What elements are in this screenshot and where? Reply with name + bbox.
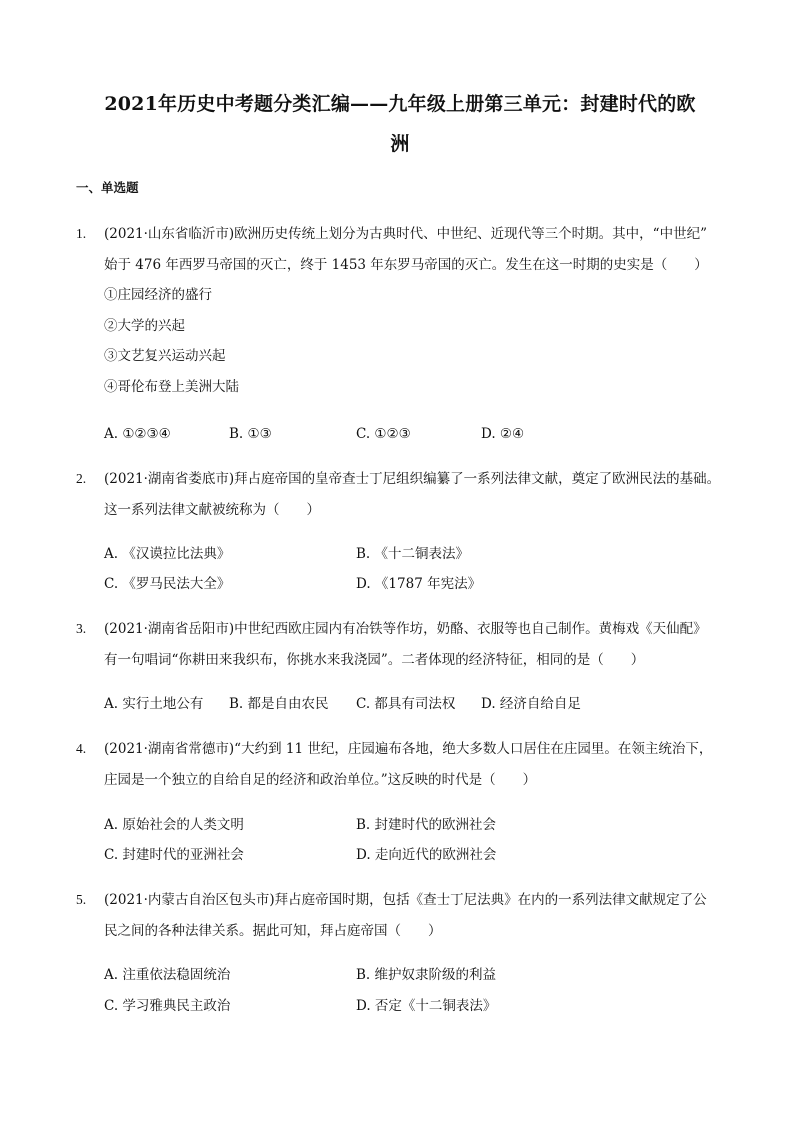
option-a[interactable]: A. 实行土地公有 [104, 696, 204, 712]
question-number: 5. [76, 892, 87, 907]
statement-item: ②大学的兴起 [104, 317, 185, 334]
option-d[interactable]: D. 走向近代的欧洲社会 [356, 847, 497, 863]
question-number: 1. [76, 226, 87, 241]
question-line: (2021·内蒙古自治区包头市)拜占庭帝国时期，包括《查士丁尼法典》在内的一系列法律文献规定了公 [104, 892, 707, 908]
option-d[interactable]: D. ②④ [481, 426, 525, 442]
statement-item: ④哥伦布登上美洲大陆 [104, 378, 239, 395]
question-5 [76, 885, 736, 946]
option-a[interactable]: A. 《汉谟拉比法典》 [104, 546, 231, 562]
question-line: 有一句唱词“你耕田来我织布，你挑水来我浇园”。二者体现的经济特征，相同的是（ ） [104, 651, 645, 668]
question-number: 3. [76, 621, 87, 636]
option-c[interactable]: C. ①②③ [356, 426, 411, 442]
option-d[interactable]: D. 否定《十二铜表法》 [356, 998, 497, 1014]
question-line: 民之间的各种法律关系。据此可知，拜占庭帝国（ ） [104, 922, 442, 939]
question-line: (2021·湖南省岳阳市)中世纪西欧庄园内有冶铁等作坊，奶酪、衣服等也自己制作。黄梅戏《天仙配》 [104, 621, 707, 637]
option-b[interactable]: B. ①③ [229, 426, 272, 442]
option-c[interactable]: C. 《罗马民法大全》 [104, 576, 231, 592]
option-d[interactable]: D. 《1787 年宪法》 [356, 576, 482, 592]
question-text [104, 464, 736, 525]
question-4 [76, 734, 736, 795]
question-line: (2021·山东省临沂市)欧洲历史传统上划分为古典时代、中世纪、近现代等三个时期。其中，“中世纪” [104, 226, 707, 242]
option-a[interactable]: A. 注重依法稳固统治 [104, 967, 231, 983]
question-line: (2021·湖南省娄底市)拜占庭帝国的皇帝查士丁尼组织编纂了一系列法律文献，奠定了欧洲民法的基础。 [104, 471, 721, 487]
question-2 [76, 464, 736, 525]
title-line-1: 2021年历史中考题分类汇编——九年级上册第三单元：封建时代的欧 [104, 93, 696, 115]
title-line-2: 洲 [390, 133, 410, 155]
option-a[interactable]: A. 原始社会的人类文明 [104, 817, 244, 833]
statement-item: ①庄园经济的盛行 [104, 287, 212, 303]
option-b[interactable]: B. 维护奴隶阶级的利益 [356, 967, 497, 983]
option-b[interactable]: B. 《十二铜表法》 [356, 546, 470, 562]
option-c[interactable]: C. 学习雅典民主政治 [104, 998, 231, 1014]
question-text [104, 734, 736, 795]
question-text [104, 614, 736, 675]
question-line: (2021·湖南省常德市)“大约到 11 世纪，庄园遍布各地，绝大多数人口居住在庄园里。在领主统治下， [104, 741, 713, 757]
option-d[interactable]: D. 经济自给自足 [481, 696, 581, 712]
option-c[interactable]: C. 都具有司法权 [356, 696, 456, 712]
option-a[interactable]: A. ①②③④ [104, 426, 171, 442]
section-heading: 一、单选题 [76, 180, 139, 195]
question-3 [76, 614, 736, 675]
question-text [104, 885, 736, 946]
document-title [70, 84, 730, 164]
question-line: 庄园是一个独立的自给自足的经济和政治单位。”这反映的时代是（ ） [104, 771, 537, 788]
question-line: 这一系列法律文献被统称为（ ） [104, 501, 320, 518]
question-line: 始于 476 年西罗马帝国的灭亡，终于 1453 年东罗马帝国的灭亡。发生在这一时期的史实是（ ） [104, 256, 708, 273]
option-b[interactable]: B. 封建时代的欧洲社会 [356, 817, 497, 833]
option-c[interactable]: C. 封建时代的亚洲社会 [104, 847, 244, 863]
question-number: 2. [76, 471, 87, 486]
question-1 [76, 219, 736, 402]
statement-item: ③文艺复兴运动兴起 [104, 348, 226, 364]
question-number: 4. [76, 741, 87, 756]
option-b[interactable]: B. 都是自由农民 [229, 696, 329, 712]
question-text [104, 219, 736, 402]
